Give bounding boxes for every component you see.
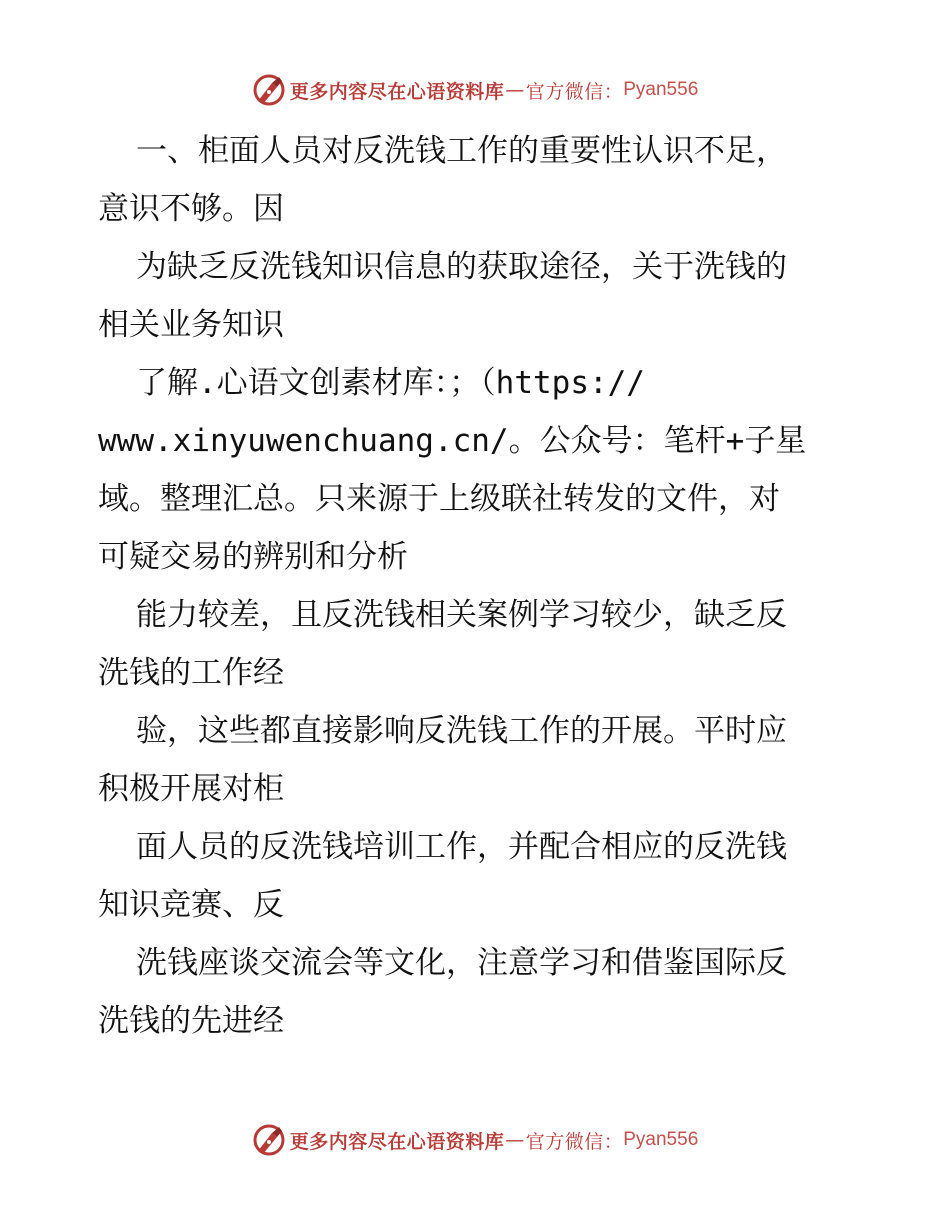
document-body — [98, 122, 868, 1050]
banner-brand-text: 更多内容尽在心语资料库 — [289, 80, 505, 103]
footer-banner — [0, 1120, 950, 1160]
body-line: 洗钱的工作经 — [98, 655, 284, 691]
banner-wechat-id: Pyan556 — [623, 79, 699, 100]
banner-dash: — — [505, 1129, 525, 1151]
body-line: 洗钱的先进经 — [98, 1003, 284, 1039]
body-line: 相关业务知识 — [98, 307, 284, 343]
body-line: 一、柜面人员对反洗钱工作的重要性认识不足， — [136, 133, 787, 169]
body-line: 域。整理汇总。只来源于上级联社转发的文件，对 — [98, 481, 780, 517]
body-line: 验，这些都直接影响反洗钱工作的开展。平时应 — [136, 713, 787, 749]
body-line: 知识竞赛、反 — [98, 887, 284, 923]
body-line: 积极开展对柜 — [98, 771, 284, 807]
body-line: 可疑交易的辨别和分析 — [98, 539, 408, 575]
pen-nib-logo-icon — [252, 73, 286, 107]
body-line: 意识不够。因 — [98, 191, 284, 227]
banner-dash: — — [505, 79, 525, 101]
body-line: www.xinyuwenchuang.cn/。公众号：笔杆+子星 — [98, 423, 807, 459]
body-line: 面人员的反洗钱培训工作，并配合相应的反洗钱 — [136, 829, 787, 865]
banner-wechat-label: 官方微信： — [525, 1130, 624, 1153]
pen-nib-logo-icon — [252, 1123, 286, 1157]
body-line: 为缺乏反洗钱知识信息的获取途径，关于洗钱的 — [136, 249, 787, 285]
body-line: 洗钱座谈交流会等文化，注意学习和借鉴国际反 — [136, 945, 787, 981]
body-line: 能力较差，且反洗钱相关案例学习较少，缺乏反 — [136, 597, 787, 633]
banner-wechat-label: 官方微信： — [525, 80, 624, 103]
header-banner — [0, 70, 950, 110]
banner-wechat-id: Pyan556 — [623, 1129, 699, 1150]
banner-brand-text: 更多内容尽在心语资料库 — [289, 1130, 505, 1153]
body-line: 了解.心语文创素材库：；（https:// — [136, 365, 645, 401]
